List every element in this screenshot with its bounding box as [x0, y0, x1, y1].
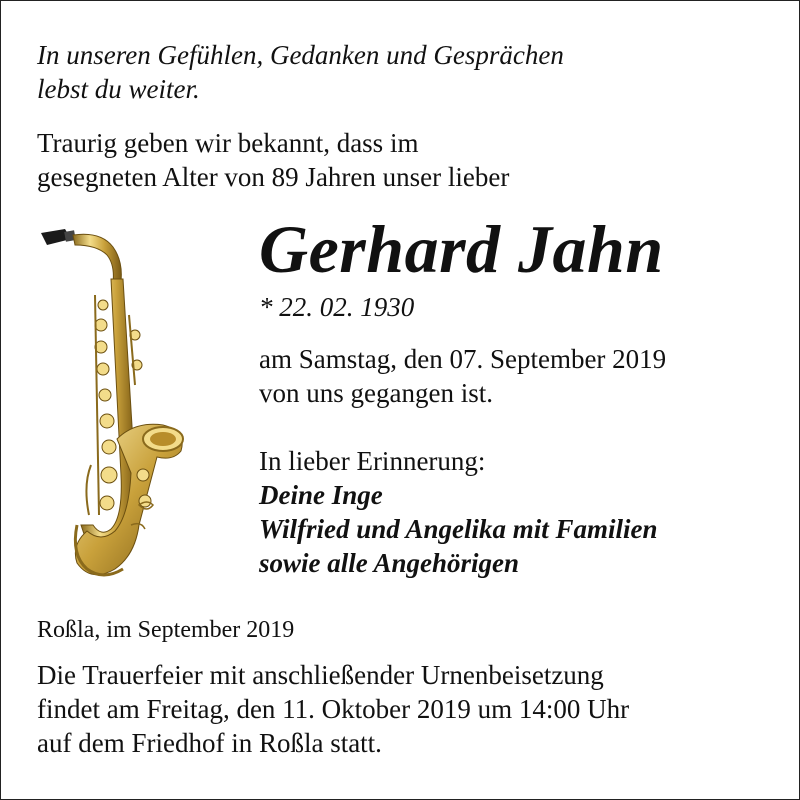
mourner-line-3: sowie alle Angehörigen [259, 548, 520, 578]
mourner-line-2: Wilfried und Angelika mit Familien [259, 514, 658, 544]
death-line-2: von uns gegangen ist. [259, 378, 493, 408]
death-line-1: am Samstag, den 07. September 2019 [259, 344, 667, 374]
intro-line-2: gesegneten Alter von 89 Jahren unser lieber [37, 162, 510, 192]
funeral-line-3: auf dem Friedhof in Roßla statt. [37, 728, 382, 758]
remembrance-heading: In lieber Erinnerung: [259, 446, 486, 476]
mourner-line-1: Deine Inge [259, 480, 383, 510]
intro-line-1: Traurig geben wir bekannt, dass im [37, 128, 419, 158]
motto-line-1: In unseren Gefühlen, Gedanken und Gesprächen [37, 40, 564, 70]
saxophone-icon [31, 225, 191, 589]
funeral-line-1: Die Trauerfeier mit anschließender Urnenbeisetzung [37, 660, 604, 690]
funeral-line-2: findet am Freitag, den 11. Oktober 2019 um 14:00 Uhr [37, 694, 630, 724]
deceased-name: Gerhard Jahn [259, 211, 664, 287]
place-date: Roßla, im September 2019 [37, 617, 295, 643]
motto-line-2: lebst du weiter. [37, 74, 200, 104]
birth-date: * 22. 02. 1930 [259, 292, 415, 322]
